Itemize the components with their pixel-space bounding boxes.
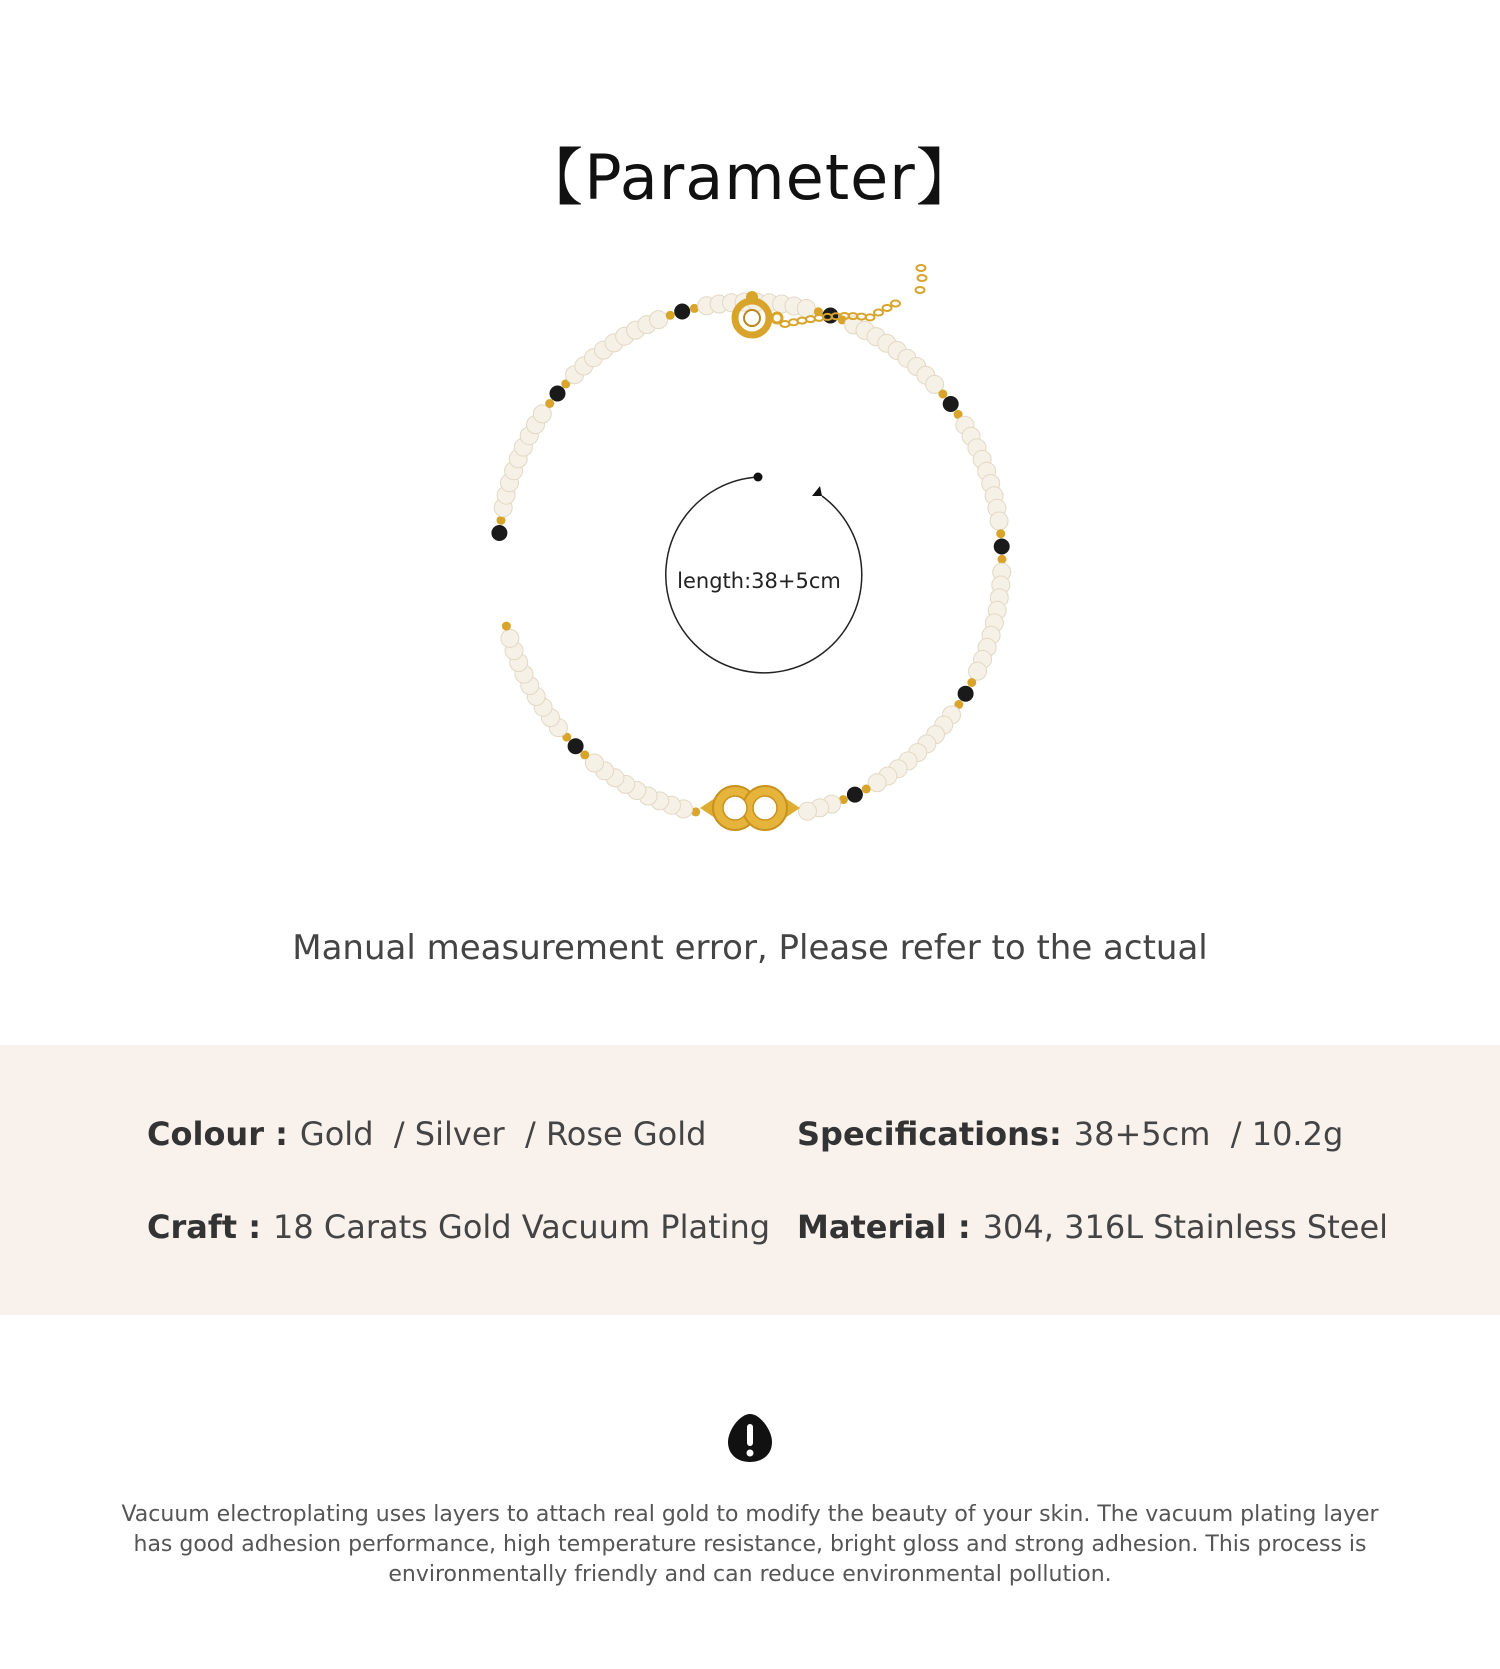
spec-craft bbox=[147, 1208, 770, 1246]
chain-link bbox=[891, 301, 900, 307]
necklace-image bbox=[0, 250, 1500, 850]
pearl-bead bbox=[969, 662, 987, 680]
length-indicator bbox=[666, 473, 862, 673]
length-label: length:38+5cm bbox=[677, 569, 841, 593]
spec-craft-label: Craft : bbox=[147, 1208, 262, 1246]
exclamation-icon bbox=[727, 1412, 773, 1464]
black-bead bbox=[958, 686, 974, 702]
black-bead bbox=[491, 525, 507, 541]
gold-bead bbox=[545, 399, 554, 408]
gold-bead bbox=[998, 555, 1007, 564]
plating-description: Vacuum electroplating uses layers to attach real gold to modify the beauty of your skin. The vacuum plating layer has good adhesion performance, high temperature resistance, bright gloss and strong adhesion. This process is environmentally friendly and can reduce environmental pollution. bbox=[121, 1502, 1379, 1587]
pearl-bead bbox=[799, 802, 817, 820]
spec-specifications bbox=[797, 1115, 1343, 1153]
pearl-bead bbox=[650, 311, 668, 329]
spec-specifications-value: 38+5cm / 10.2g bbox=[1073, 1115, 1344, 1153]
pearl-bead bbox=[990, 512, 1008, 530]
spec-material bbox=[797, 1208, 1388, 1246]
gold-bead bbox=[996, 529, 1005, 538]
pearl-bead bbox=[501, 629, 519, 647]
spec-material-label: Material : bbox=[797, 1208, 971, 1246]
pearl-bead bbox=[797, 300, 815, 318]
gold-bead bbox=[862, 785, 871, 794]
gold-bead bbox=[938, 390, 947, 399]
spec-craft-value: 18 Carats Gold Vacuum Plating bbox=[273, 1208, 771, 1246]
black-bead bbox=[847, 787, 863, 803]
chain-link bbox=[917, 265, 926, 271]
page-title: 【Parameter】 bbox=[521, 141, 979, 214]
gold-bead bbox=[967, 678, 976, 687]
pearl-strand bbox=[491, 293, 1010, 820]
chain-link bbox=[916, 287, 925, 293]
spec-section bbox=[0, 1045, 1500, 1315]
measurement-note: Manual measurement error, Please refer to the actual bbox=[292, 928, 1208, 968]
gold-bead bbox=[580, 750, 589, 759]
gold-bead bbox=[502, 622, 511, 631]
chain-link bbox=[874, 310, 883, 316]
black-bead bbox=[674, 304, 690, 320]
spec-material-value: 304, 316L Stainless Steel bbox=[982, 1208, 1389, 1246]
spec-colour bbox=[147, 1115, 706, 1153]
spec-colour-value: Gold / Silver / Rose Gold bbox=[299, 1115, 707, 1153]
gold-bead bbox=[666, 311, 675, 320]
handcuff-pendant bbox=[700, 786, 800, 830]
pearl-bead bbox=[868, 774, 886, 792]
spec-colour-label: Colour : bbox=[147, 1115, 288, 1153]
black-bead bbox=[568, 738, 584, 754]
black-bead bbox=[943, 396, 959, 412]
black-bead bbox=[550, 386, 566, 402]
spec-specifications-label: Specifications: bbox=[797, 1115, 1062, 1153]
black-bead bbox=[994, 539, 1010, 555]
chain-link bbox=[883, 305, 892, 311]
chain-link bbox=[918, 275, 927, 281]
